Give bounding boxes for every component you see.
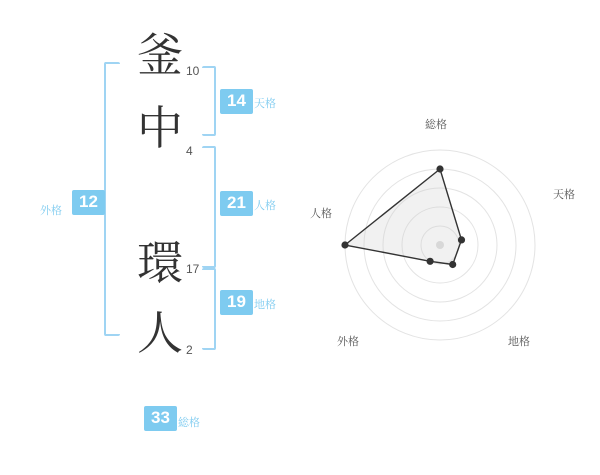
radar-chart [300,0,600,470]
tenkaku-value: 14 [220,89,253,114]
chikaku-bracket [202,268,216,350]
radar-chart-svg [300,0,600,470]
radar-axis-label-soukaku: 総格 [425,118,447,131]
kanji-char-4: 人 [137,306,183,360]
chikaku-value: 19 [220,290,253,315]
stroke-count-3: 17 [186,262,200,276]
soukaku-value: 33 [144,406,177,431]
tenkaku-bracket [202,66,216,136]
jinkaku-label: 人格 [254,199,276,212]
kanji-char-1: 釜 [137,28,183,82]
stroke-count-2: 4 [186,144,193,158]
radar-series-polygon [341,165,465,268]
radar-axis-label-chikaku: 地格 [508,335,530,348]
stroke-count-4: 2 [186,343,193,357]
radar-axis-label-jinkaku: 人格 [310,207,332,220]
radar-axis-label-tenkaku: 天格 [553,188,575,201]
soukaku-label: 総格 [178,416,200,429]
chikaku-label: 地格 [254,298,276,311]
tenkaku-label: 天格 [254,97,276,110]
name-strokes-panel [0,0,300,470]
stroke-count-1: 10 [186,64,200,78]
kanji-char-2: 中 [137,101,183,155]
radar-axis-label-gaikaku: 外格 [337,335,359,348]
gaikaku-value: 12 [72,190,105,215]
kanji-char-3: 環 [137,236,183,290]
jinkaku-bracket [202,146,216,268]
gaikaku-label: 外格 [40,204,62,217]
outer-bracket [104,62,120,336]
jinkaku-value: 21 [220,191,253,216]
